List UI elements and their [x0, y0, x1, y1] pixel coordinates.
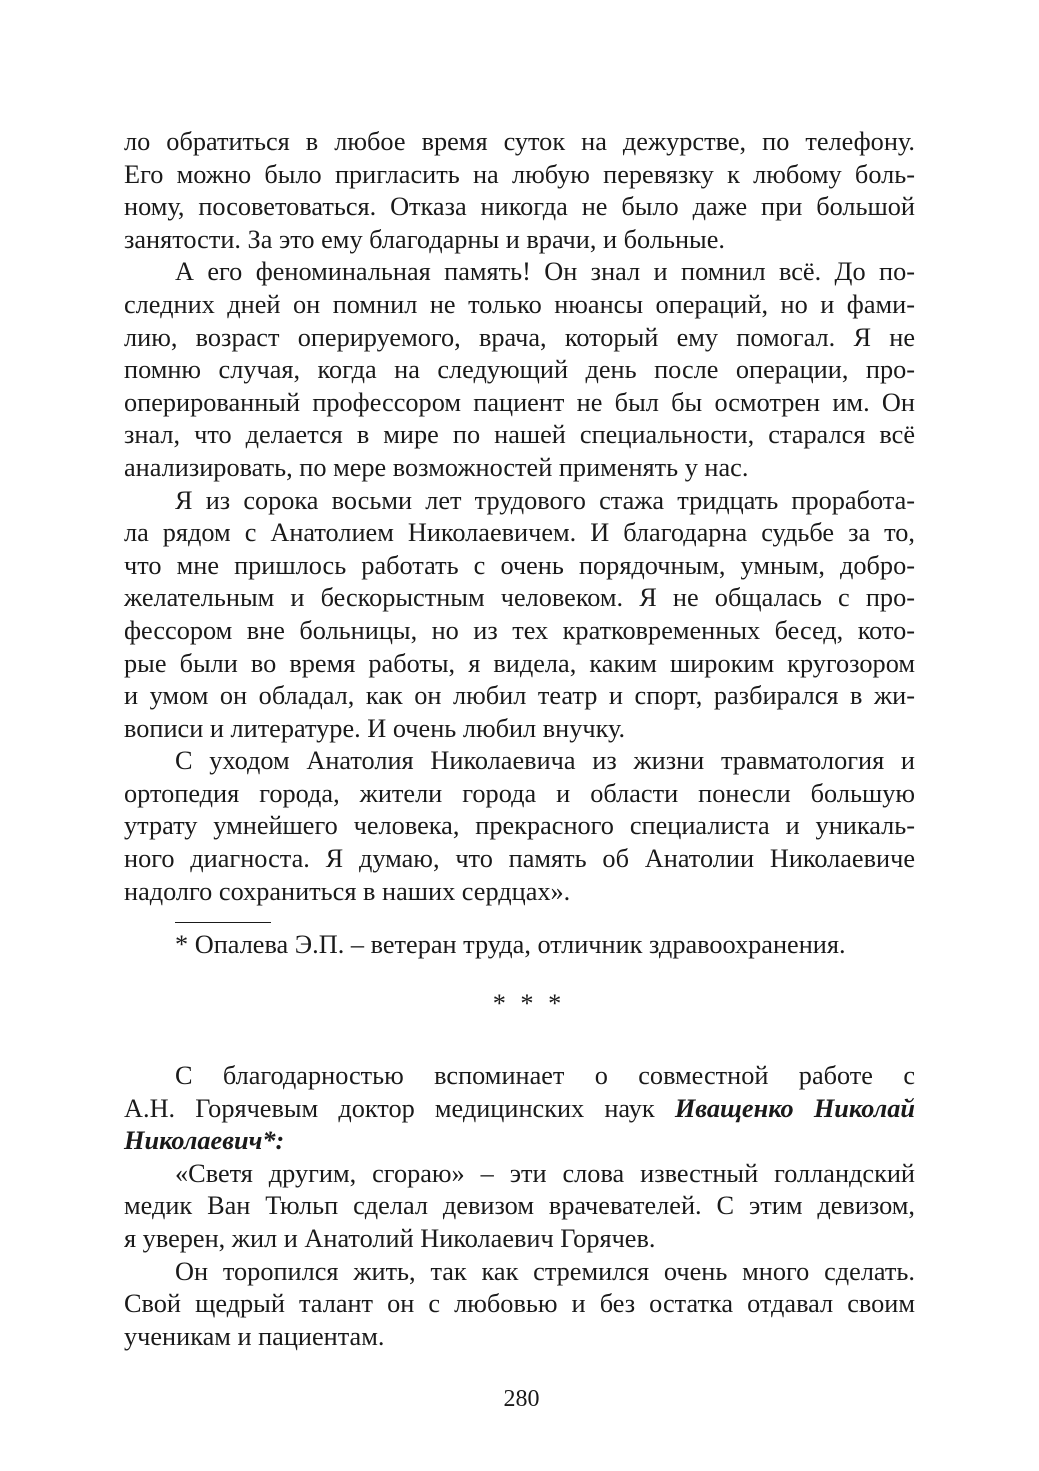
text-line: желательным и бескорыстным человеком. Я не общалась с про- [124, 583, 915, 613]
text-line: рые были во время работы, я видела, каким широким кругозором [124, 648, 915, 678]
text-line: что мне пришлось работать с очень порядочным, умным, добро- [124, 550, 915, 580]
text-line: знал, что делается в мире по нашей специальности, старался всё [124, 420, 915, 450]
author-name: Иващенко Николай [674, 1093, 915, 1123]
second-section-body [124, 1158, 915, 1354]
text-line: А его феноминальная память! Он знал и помнил всё. До по- [175, 257, 915, 287]
text-line: ученикам и пациентам. [124, 1321, 385, 1351]
intro-line-3 [124, 1125, 915, 1158]
text-line: ного диагноста. Я думаю, что память об Анатолии Николаевиче [124, 844, 915, 874]
text-line: ортопедия города, жители города и области понесли большую [124, 778, 915, 808]
intro-line-2 [124, 1093, 915, 1126]
second-section [124, 1060, 915, 1353]
text-line: «Светя другим, сгораю» – эти слова известный голландский [175, 1158, 915, 1188]
footnote-rule [175, 922, 271, 923]
text-line: ному, посоветоваться. Отказа никогда не было даже при большой [124, 192, 915, 222]
text-line: вописи и литературе. И очень любил внучку. [124, 713, 626, 743]
text-line: я уверен, жил и Анатолий Николаевич Горячев. [124, 1223, 656, 1253]
text-line: и умом он обладал, как он любил театр и спорт, разбирался в жи- [124, 681, 915, 711]
text-line: Он торопился жить, так как стремился очень много сделать. [175, 1256, 915, 1286]
main-text [124, 126, 915, 908]
text-line: С уходом Анатолия Николаевича из жизни травматология и [175, 746, 915, 776]
text-line: оперированный профессором пациент не был бы осмотрен им. Он [124, 387, 915, 417]
section-separator: * * * [492, 989, 566, 1018]
text-line: занятости. За это ему благодарны и врачи, и больные. [124, 224, 725, 254]
text-line: анализировать, по мере возможностей применять у нас. [124, 452, 749, 482]
author-patronymic: Николаевич*: [124, 1126, 285, 1156]
text-line: надолго сохраниться в наших сердцах». [124, 876, 571, 906]
text-line: фессором вне больницы, но из тех кратковременных бесед, кото- [124, 615, 915, 645]
text-line: следних дней он помнил не только нюансы операций, но и фами- [124, 289, 915, 319]
text-line: медик Ван Тюльп сделал девизом врачевателей. С этим девизом, [124, 1191, 915, 1221]
footnote: * Опалева Э.П. – ветеран труда, отличник здравоохранения. [175, 930, 846, 959]
text-line: Его можно было пригласить на любую перевязку к любому боль- [124, 159, 915, 189]
text-line: ло обратиться в любое время суток на дежурстве, по телефону. [124, 127, 915, 156]
text-line: утрату умнейшего человека, прекрасного специалиста и уникаль- [124, 811, 915, 841]
text-line: Свой щедрый талант он с любовью и без остатка отдавал своим [124, 1289, 915, 1319]
text-line: ла рядом с Анатолием Николаевичем. И благодарна судьбе за то, [124, 518, 915, 548]
text-line: Я из сорока восьми лет трудового стажа тридцать проработа- [175, 485, 915, 515]
intro-line-1: С благодарностью вспоминает о совместной работе с [175, 1061, 915, 1090]
page-number: 280 [503, 1386, 540, 1412]
intro-line-2-text: А.Н. Горячевым доктор медицинских наук [124, 1093, 675, 1123]
text-line: помню случая, когда на следующий день после операции, про- [124, 355, 915, 385]
text-line: лию, возраст оперируемого, врача, который ему помогал. Я не [124, 322, 915, 352]
